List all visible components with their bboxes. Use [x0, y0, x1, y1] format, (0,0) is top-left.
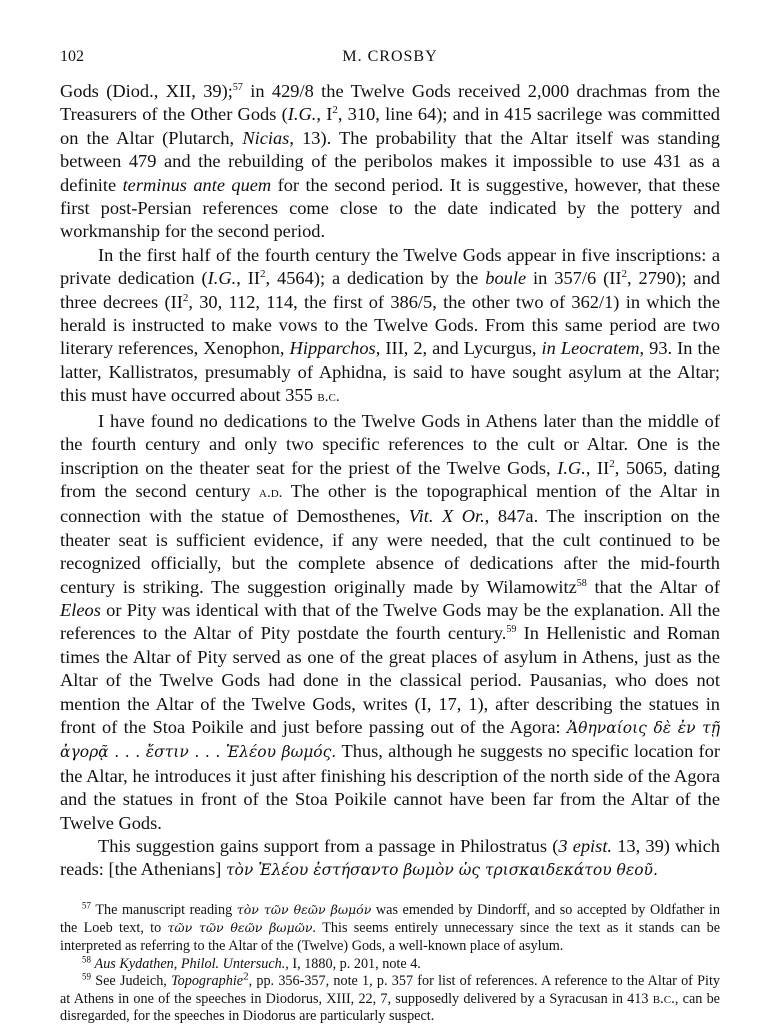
- text-span: , I, 1880, p. 201, note 4.: [285, 955, 421, 972]
- paragraph-2: [60, 244, 720, 410]
- footnote-mark: 58: [82, 953, 91, 964]
- footnotes: [60, 901, 720, 1026]
- citation-nicias: Nicias: [242, 127, 290, 148]
- footnote-ref-59[interactable]: 59: [506, 624, 517, 636]
- text-span: for the second period. It is suggestive, however, that these first post-Persian references come close to the date indicated by the pottery and workmanship for the second period.: [60, 174, 720, 242]
- text-span: In the first half of the fourth century the Twelve Gods appear in five inscriptions: a private dedication (: [60, 244, 720, 289]
- citation-epist: 3 epist.: [558, 836, 613, 856]
- footnote-ref-57[interactable]: 57: [232, 81, 243, 93]
- running-head: M. CROSBY: [342, 48, 438, 65]
- paragraph-4: [60, 835, 720, 883]
- text-span: , 310, line 64); and in 415 sacrilege was committed on the Altar (Plutarch,: [60, 104, 720, 148]
- text-span: , 13). The probability that the Altar itself was standing between 479 and the rebuilding of the peribolos makes it impossible to use 431 as a definite: [60, 127, 721, 195]
- text-span: , pp. 356-357, note 1, p. 357 for list of references. A reference to the Altar of Pity at Athens in one of the speeches in Diodorus, XIII, 22, 7, supposedly delivered by a Syracusan in 413: [60, 973, 720, 1007]
- text-span: The other is the topographical mention of the Altar in connection with the statue of Demosthenes,: [60, 480, 720, 527]
- term-terminus: terminus ante quem: [122, 174, 272, 195]
- footnote-58: [60, 953, 720, 974]
- footnote-mark: 57: [82, 900, 91, 911]
- footnote-mark: 59: [82, 971, 91, 982]
- citation-ig: I.G.: [557, 457, 586, 478]
- text-span: in 357/6 (II: [526, 268, 622, 289]
- era-bc: b.c.: [652, 990, 675, 1007]
- text-span: Thus, although he suggests no specific location for the Altar, he introduces it just after finishing his description of the north side of the Agora and the statues in front of the Stoa Poikile cannot have been far from the Altar of the Twelve Gods.: [60, 741, 720, 833]
- text-span: or Pity was identical with that of the Twelve Gods may be the explanation. All the references to the Altar of Pity postdate the fourth century.: [60, 599, 720, 644]
- greek-phrase: τῶν τῶν θεῶν βωμῶν: [167, 920, 313, 936]
- text-span: , 847a. The inscription on the theater seat is sufficient evidence, if any were needed, that the cult continued to be recognized officially, but the complete absence of dedications after the mid-fourth century is striking. The suggestion originally made by Wilamowitz: [60, 506, 720, 597]
- greek-phrase: τὸν τῶν θεῶν βωμόν: [236, 901, 372, 917]
- footnote-57: [60, 901, 720, 956]
- text-span: I have found no dedications to the Twelve Gods in Athens later than the middle of the fourth century and only two specific references to the cult or Altar. One is the inscription on the theater seat for the priest of the Twelve Gods,: [60, 410, 720, 478]
- footnote-59: [60, 970, 720, 1026]
- text-span: in 429/8 the Twelve Gods received 2,000 drachmas from the Treasurers of the Other Gods (: [60, 81, 720, 125]
- text-span: The manuscript reading: [91, 901, 237, 918]
- superscript: 2: [609, 457, 615, 470]
- page-header: [60, 48, 720, 72]
- text-span: In Hellenistic and Roman times the Altar of Pity served as one of the great places of asylum in Athens, just as the Altar of the Twelve Gods had done in the classical period. Pausanias, who does not mention the Altar of the Twelve Gods, writes (I, 17, 1), after describing the statues in front of the Stoa Poikile and just before passing out of the Agora:: [60, 623, 721, 737]
- citation-ig: I.G.: [207, 268, 237, 289]
- footnote-ref-58[interactable]: 58: [576, 577, 587, 589]
- citation-ig: I.G.: [287, 104, 317, 125]
- citation-in-leocratem: in Leocratem: [541, 338, 640, 359]
- text-span: , II: [585, 457, 610, 478]
- citation-vit-x-or: Vit. X Or.: [408, 506, 485, 527]
- era-bc: b.c.: [317, 389, 340, 406]
- text-span: was emended by Dindorff, and so accepted by Oldfather in the Loeb text, to: [60, 901, 720, 937]
- text-span: , 5065, dating from the second century: [60, 457, 720, 501]
- text-span: , 2790); and three decrees (II: [60, 268, 720, 312]
- era-ad: a.d.: [259, 484, 283, 501]
- text-span: , III, 2, and Lycurgus,: [375, 338, 542, 359]
- text-span: , 4564); a dedication by the: [265, 268, 486, 289]
- text-span: See Judeich,: [91, 973, 172, 990]
- greek-quote: τὸν Ἐλέου ἐστήσαντο βωμὸν ὡς τρισκαιδεκάτου θεοῦ.: [225, 861, 658, 880]
- superscript: 2: [621, 268, 627, 281]
- text-span: , I: [316, 104, 333, 125]
- text-span: Gods (Diod., XII, 39);: [60, 81, 233, 101]
- body-text: [60, 80, 720, 883]
- term-boule: boule: [485, 268, 527, 289]
- superscript: 2: [182, 291, 189, 304]
- citation-hipparchos: Hipparchos: [289, 338, 376, 359]
- superscript: 2: [260, 268, 266, 281]
- text-span: This suggestion gains support from a passage in Philostratus (: [98, 836, 559, 856]
- text-span: , 30, 112, 114, the first of 386/5, the other two of 362/1) in which the herald is instructed to make vows to the Twelve Gods. From this same period are two literary references, Xenophon,: [60, 291, 720, 359]
- paragraph-3: [60, 410, 720, 835]
- text-span: that the Altar of: [586, 576, 720, 597]
- superscript: 2: [243, 970, 249, 983]
- term-eleos: Eleos: [60, 599, 101, 620]
- paragraph-1: [60, 80, 720, 244]
- citation-title: Aus Kydathen, Philol. Untersuch.: [94, 955, 286, 972]
- text-span: . This seems entirely unnecessary since the text as it stands can be interpreted as referring to the Altar of the (Twelve) Gods, a well-known place of asylum.: [60, 920, 720, 954]
- page-number: 102: [60, 48, 84, 65]
- text-span: , II: [236, 268, 261, 289]
- superscript: 2: [332, 104, 338, 117]
- citation-title: Topographie: [171, 973, 244, 990]
- text-span: 13, 39) which reads: [the Athenians]: [60, 836, 721, 880]
- greek-quote: Ἀθηναίοις δὲ ἐν τῇ ἀγορᾷ . . . ἔστιν . . . Ἐλέου βωμός.: [60, 718, 721, 762]
- text-span: , 93. In the latter, Kallistratos, presumably of Aphidna, is said to have sought asylum at the Altar; this must have occurred about 355: [60, 338, 720, 406]
- page: [60, 48, 720, 1026]
- text-span: , can be disregarded, for the speeches in Diodorus are particularly suspect.: [60, 990, 720, 1025]
